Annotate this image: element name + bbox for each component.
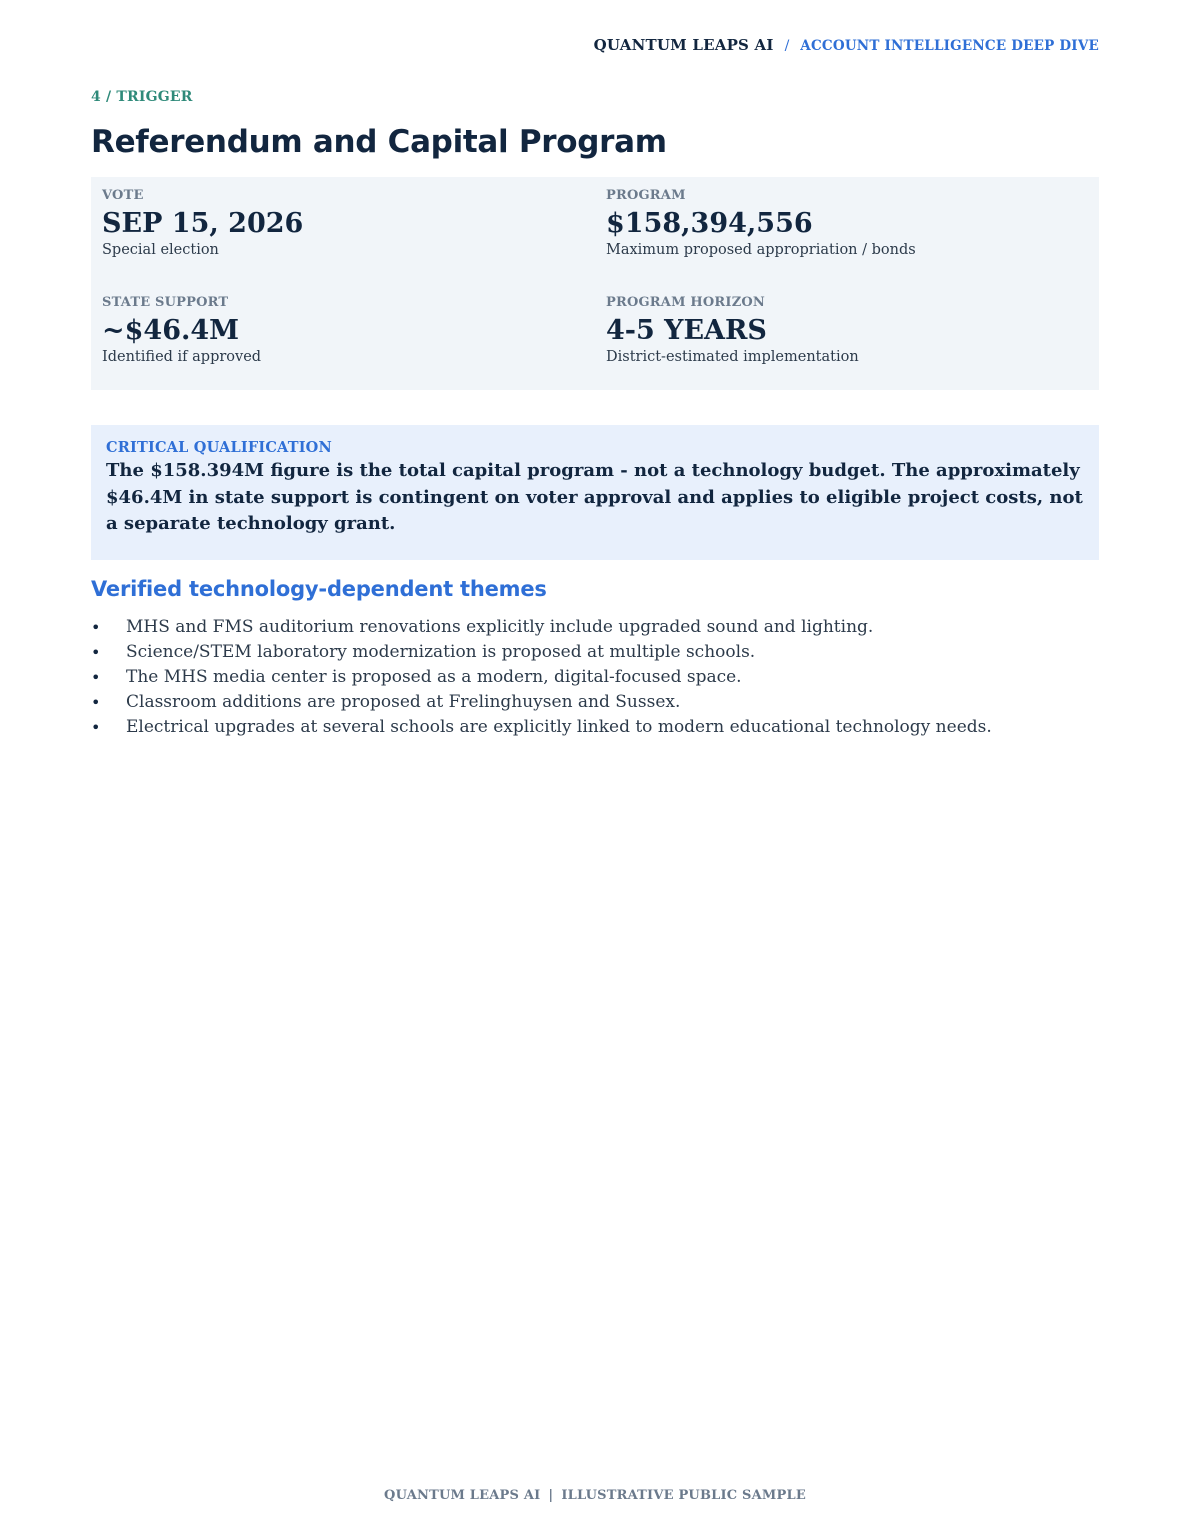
list-item bbox=[91, 665, 1099, 690]
stat-note: District-estimated implementation bbox=[606, 349, 859, 365]
stat-label: PROGRAM HORIZON bbox=[606, 295, 765, 310]
stat-label: STATE SUPPORT bbox=[102, 295, 229, 310]
page-footer bbox=[0, 1488, 1190, 1503]
bullet-icon: • bbox=[91, 643, 101, 662]
list-item-text: Electrical upgrades at several schools are explicitly linked to modern educational technology needs. bbox=[126, 717, 992, 737]
stat-label: VOTE bbox=[102, 188, 144, 203]
section-label: 4 / TRIGGER bbox=[91, 89, 193, 105]
bullet-icon: • bbox=[91, 718, 101, 737]
footer-separator: | bbox=[548, 1488, 554, 1503]
bullet-icon: • bbox=[91, 618, 101, 637]
stat-program bbox=[606, 188, 916, 258]
callout-text: The $158.394M figure is the total capital program - not a technology budget. The approximately $46.4M in state support is contingent on voter approval and applies to eligible project costs, not a separate technology grant. bbox=[106, 460, 1083, 534]
callout-label: CRITICAL QUALIFICATION bbox=[106, 439, 332, 456]
stat-note: Maximum proposed appropriation / bonds bbox=[606, 242, 916, 258]
list-item-text: Classroom additions are proposed at Frelinghuysen and Sussex. bbox=[126, 692, 681, 712]
stat-value: SEP 15, 2026 bbox=[102, 208, 304, 239]
list-item-text: Science/STEM laboratory modernization is proposed at multiple schools. bbox=[126, 642, 756, 662]
footer-brand: QUANTUM LEAPS AI bbox=[384, 1488, 541, 1503]
stat-vote bbox=[102, 188, 303, 258]
stats-panel bbox=[91, 177, 1099, 390]
header-brand: QUANTUM LEAPS AI bbox=[593, 36, 774, 54]
page-header bbox=[594, 36, 1099, 54]
list-item bbox=[91, 715, 1099, 740]
page-title: Referendum and Capital Program bbox=[91, 124, 667, 160]
critical-qualification-callout bbox=[91, 425, 1099, 560]
stat-label: PROGRAM bbox=[606, 188, 686, 203]
themes-list bbox=[91, 615, 1099, 740]
stat-note: Special election bbox=[102, 242, 219, 258]
stat-value: ~$46.4M bbox=[102, 315, 240, 346]
bullet-icon: • bbox=[91, 668, 101, 687]
stat-value: $158,394,556 bbox=[606, 208, 813, 239]
stat-state-support bbox=[102, 295, 261, 365]
header-doc-type: ACCOUNT INTELLIGENCE DEEP DIVE bbox=[800, 38, 1099, 54]
stat-note: Identified if approved bbox=[102, 349, 262, 365]
stat-program-horizon bbox=[606, 295, 859, 365]
list-item bbox=[91, 690, 1099, 715]
footer-note: ILLUSTRATIVE PUBLIC SAMPLE bbox=[561, 1488, 806, 1503]
bullet-icon: • bbox=[91, 693, 101, 712]
themes-heading: Verified technology-dependent themes bbox=[91, 577, 547, 601]
list-item-text: MHS and FMS auditorium renovations explicitly include upgraded sound and lighting. bbox=[126, 617, 874, 637]
header-separator: / bbox=[784, 38, 790, 54]
stat-value: 4-5 YEARS bbox=[606, 315, 767, 346]
list-item bbox=[91, 640, 1099, 665]
list-item bbox=[91, 615, 1099, 640]
list-item-text: The MHS media center is proposed as a modern, digital-focused space. bbox=[126, 667, 742, 687]
